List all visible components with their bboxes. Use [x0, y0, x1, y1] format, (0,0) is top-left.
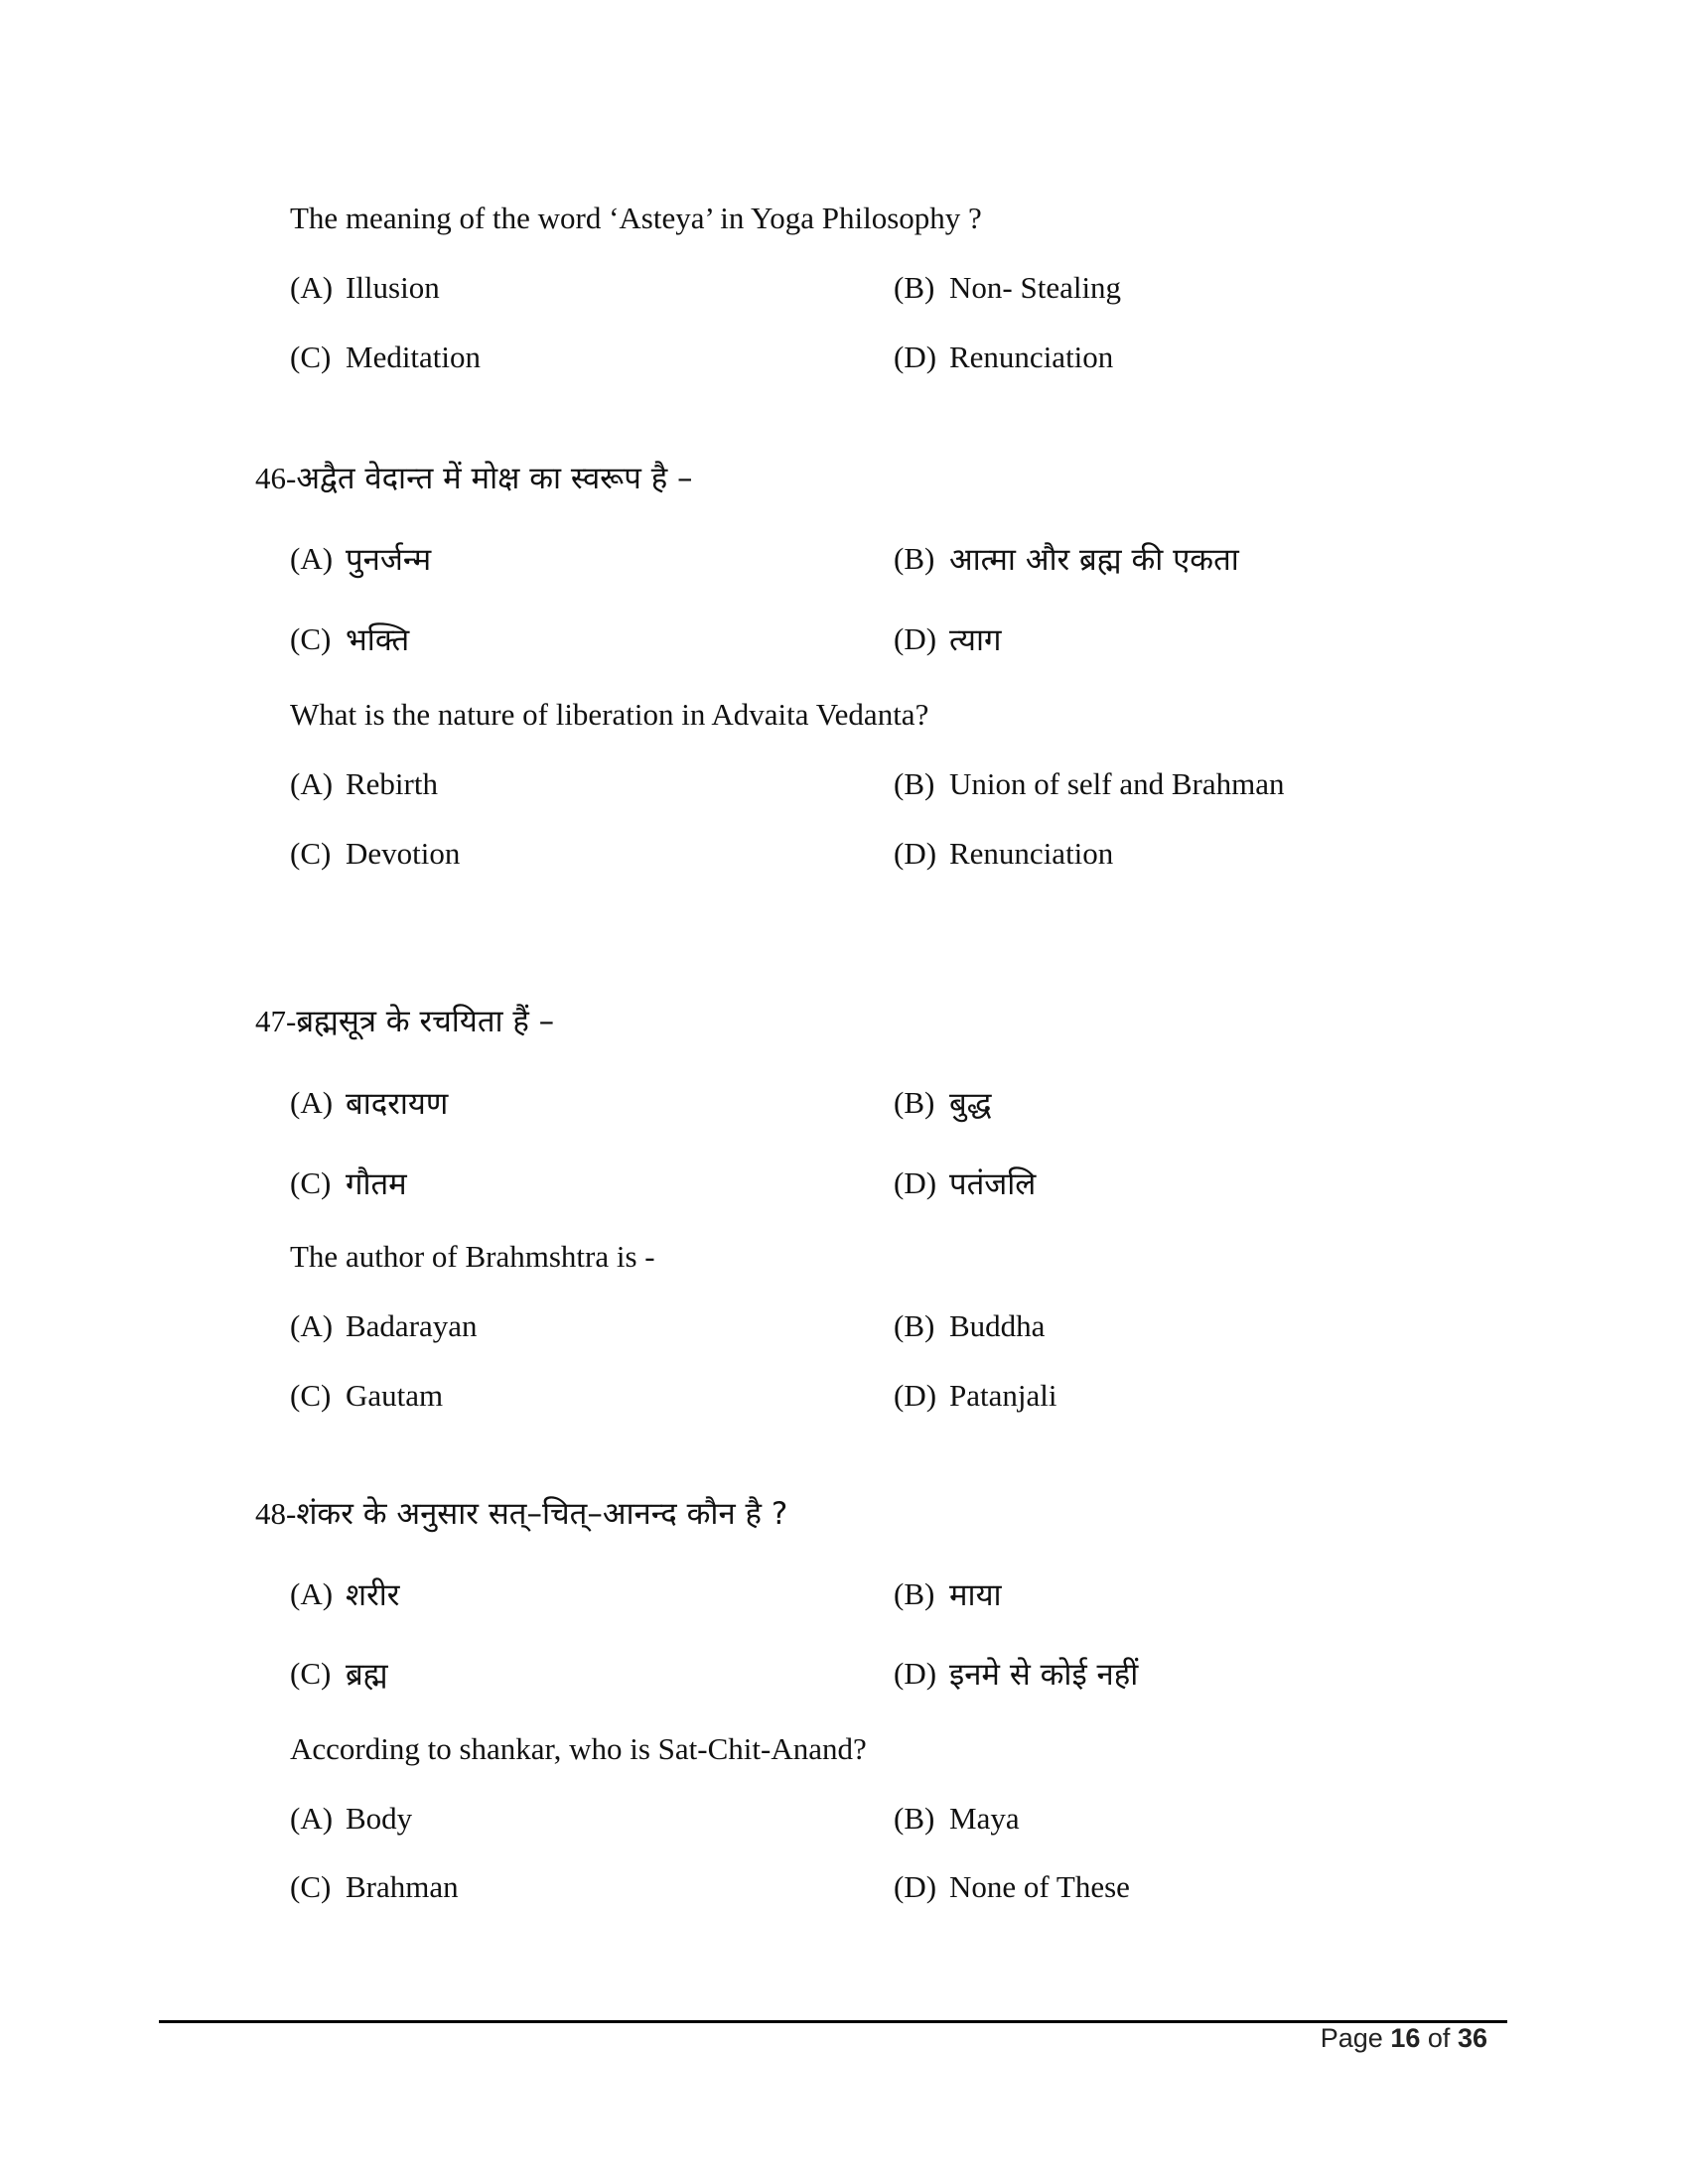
q47-en-question: The author of Brahmshtra is -	[290, 1239, 655, 1274]
q45-en-label-d: (D)	[894, 340, 937, 374]
q45-en-option-a: Illusion	[346, 270, 440, 305]
page-number	[1321, 2023, 1487, 2054]
q47-hi-option-a: बादरायण	[346, 1086, 449, 1122]
q46-en-label-a: (A)	[290, 766, 334, 801]
q46-hi-option-c: भक्ति	[346, 622, 410, 658]
q46-hi-question-line	[255, 457, 693, 498]
q47-hi-label-c: (C)	[290, 1165, 332, 1200]
q45-en-option-c: Meditation	[346, 340, 482, 374]
q46-hi-option-a: पुनर्जन्म	[346, 542, 432, 578]
q47-en-label-d: (D)	[894, 1378, 937, 1413]
q47-hi-label-a: (A)	[290, 1085, 334, 1120]
q47-en-label-c: (C)	[290, 1378, 332, 1413]
q48-hi-question-line	[255, 1492, 787, 1534]
q47-en-label-b: (B)	[894, 1308, 935, 1343]
q46-hi-option-b: आत्मा और ब्रह्म की एकता	[949, 542, 1239, 578]
q46-hi-label-c: (C)	[290, 621, 332, 656]
q45-en-option-d: Renunciation	[949, 340, 1114, 374]
page-total: 36	[1457, 2023, 1487, 2053]
q47-hi-label-b: (B)	[894, 1085, 935, 1120]
q45-en-option-b: Non- Stealing	[949, 270, 1122, 305]
q46-hi-label-a: (A)	[290, 541, 334, 576]
q46-hi-question: अद्वैत वेदान्त में मोक्ष का स्वरूप है –	[296, 461, 693, 496]
q46-hi-option-d: त्याग	[949, 622, 1002, 658]
page-word: Page	[1320, 2023, 1383, 2053]
q46-en-option-b: Union of self and Brahman	[949, 766, 1285, 801]
q48-number: 48-	[255, 1496, 297, 1531]
q45-en-label-c: (C)	[290, 340, 332, 374]
q48-en-label-a: (A)	[290, 1801, 334, 1836]
q46-en-label-b: (B)	[894, 766, 935, 801]
q47-en-option-a: Badarayan	[346, 1308, 478, 1343]
q47-en-option-d: Patanjali	[949, 1378, 1057, 1413]
q46-en-question: What is the nature of liberation in Advaita Vedanta?	[290, 697, 929, 732]
q48-hi-option-d: इनमे से कोई नहीं	[949, 1657, 1139, 1693]
q46-en-option-a: Rebirth	[346, 766, 438, 801]
q47-hi-option-c: गौतम	[346, 1166, 407, 1202]
page-current: 16	[1390, 2023, 1421, 2053]
page-of-word: of	[1427, 2023, 1451, 2053]
q48-en-label-c: (C)	[290, 1869, 332, 1904]
q46-number: 46-	[255, 461, 297, 495]
q48-hi-option-a: शरीर	[346, 1577, 400, 1613]
q48-hi-question: शंकर के अनुसार सत्–चित्–आनन्द कौन है ?	[296, 1496, 788, 1532]
q46-en-label-c: (C)	[290, 836, 332, 871]
q46-en-label-d: (D)	[894, 836, 937, 871]
q48-hi-label-d: (D)	[894, 1656, 937, 1691]
q47-hi-label-d: (D)	[894, 1165, 937, 1200]
q48-hi-option-b: माया	[949, 1577, 1002, 1613]
q48-en-option-a: Body	[346, 1801, 413, 1836]
q46-en-option-c: Devotion	[346, 836, 461, 871]
q47-hi-question: ब्रह्मसूत्र के रचयिता हैं –	[296, 1004, 555, 1039]
q48-en-question: According to shankar, who is Sat-Chit-Anand?	[290, 1731, 867, 1766]
q48-hi-label-a: (A)	[290, 1576, 334, 1611]
q48-hi-option-c: ब्रह्म	[346, 1657, 388, 1693]
q47-hi-question-line	[255, 1000, 554, 1041]
q48-hi-label-b: (B)	[894, 1576, 935, 1611]
q48-en-label-d: (D)	[894, 1869, 937, 1904]
q47-hi-option-b: बुद्ध	[949, 1086, 992, 1122]
q46-hi-label-b: (B)	[894, 541, 935, 576]
q45-en-question: The meaning of the word ‘Asteya’ in Yoga Philosophy ?	[290, 201, 982, 235]
q47-en-option-b: Buddha	[949, 1308, 1046, 1343]
q45-en-label-a: (A)	[290, 270, 334, 305]
q47-number: 47-	[255, 1004, 297, 1038]
q46-hi-label-d: (D)	[894, 621, 937, 656]
q45-en-label-b: (B)	[894, 270, 935, 305]
q47-hi-option-d: पतंजलि	[949, 1166, 1037, 1202]
q48-en-option-d: None of These	[949, 1869, 1130, 1904]
q48-en-label-b: (B)	[894, 1801, 935, 1836]
footer-divider	[159, 2020, 1507, 2023]
q46-en-option-d: Renunciation	[949, 836, 1114, 871]
q48-hi-label-c: (C)	[290, 1656, 332, 1691]
q48-en-option-b: Maya	[949, 1801, 1020, 1836]
q48-en-option-c: Brahman	[346, 1869, 459, 1904]
q47-en-option-c: Gautam	[346, 1378, 444, 1413]
q47-en-label-a: (A)	[290, 1308, 334, 1343]
